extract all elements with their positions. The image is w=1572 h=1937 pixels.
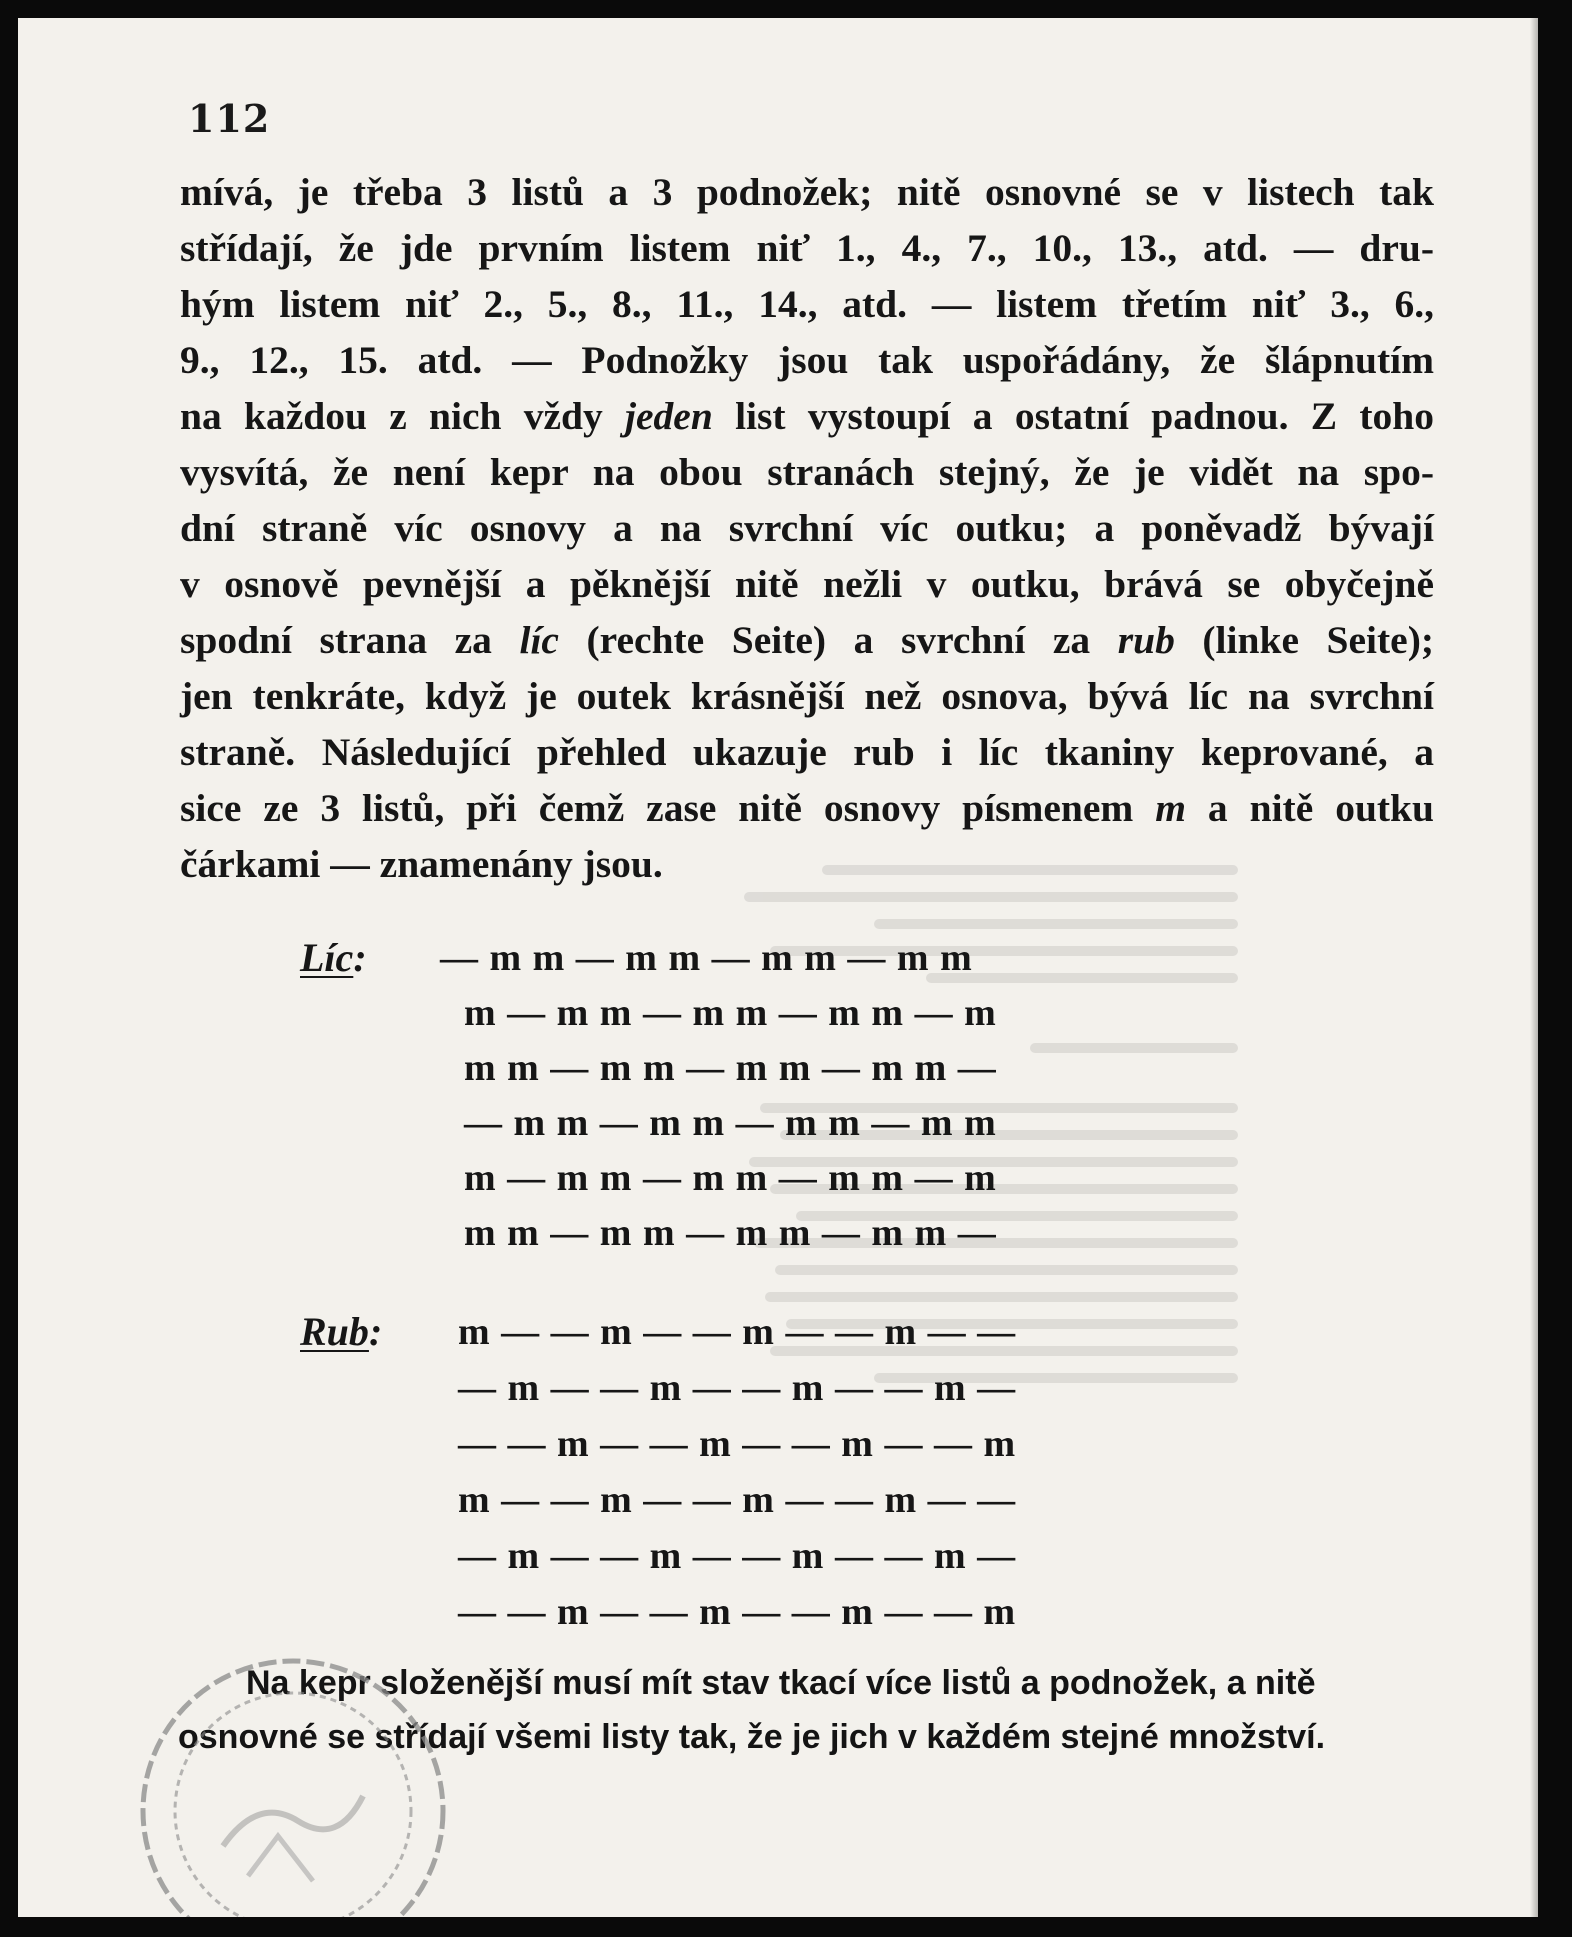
text-line: střídají, že jde prvním listem niť 1., 4., 7., 10., 13., atd. — dru- [180, 226, 1434, 270]
pattern-label-text: Rub [300, 1309, 369, 1354]
text-line: 9., 12., 15. atd. — Podnožky jsou tak uspořádány, že šlápnutím [180, 338, 1434, 382]
italic-word: líc [519, 618, 559, 662]
pattern-label-colon: : [368, 1309, 383, 1354]
book-page [18, 18, 1538, 1917]
italic-word: jeden [625, 394, 713, 438]
pattern-row-rub: — — m — — m — — m — — m [458, 1423, 1017, 1465]
italic-word: m [1155, 786, 1186, 830]
pattern-row-lic: — m m — m m — m m — m m [440, 937, 973, 979]
italic-word: rub [1117, 618, 1175, 662]
pattern-row-lic: m — m m — m m — m m — m [464, 1157, 997, 1199]
text-line: jen tenkráte, když je outek krásnější než osnova, bývá líc na svrchní [180, 674, 1434, 718]
closing-paragraph [178, 1656, 1418, 1764]
text-line: Na kepr složenější musí mít stav tkací více listů a podnožek, a nitě [246, 1664, 1316, 1702]
pattern-row-rub: — m — — m — — m — — m — [458, 1367, 1017, 1409]
pattern-row-lic: m m — m m — m m — m m — [464, 1047, 997, 1089]
pattern-label-colon: : [353, 935, 367, 980]
main-paragraph [180, 164, 1434, 892]
text-line: čárkami — znamenány jsou. [180, 842, 663, 886]
text-line: osnovné se střídají všemi listy tak, že je jich v každém stejné množství. [178, 1718, 1326, 1756]
text-line: mívá, je třeba 3 listů a 3 podnožek; nitě osnovné se v listech tak [180, 170, 1434, 214]
pattern-label-text: Líc [300, 935, 354, 980]
pattern-row-rub: m — — m — — m — — m — — [458, 1311, 1017, 1353]
text-segment: sice ze 3 listů, při čemž zase nitě osnovy písmenem [180, 786, 1156, 830]
text-segment: na každou z nich vždy [180, 394, 626, 438]
text-segment: (rechte Seite) a svrchní za [558, 618, 1118, 662]
pattern-row-rub: — m — — m — — m — — m — [458, 1535, 1017, 1577]
pattern-row-lic: — m m — m m — m m — m m [464, 1102, 997, 1144]
pattern-label-rub [300, 1308, 382, 1355]
text-line: dní straně víc osnovy a na svrchní víc outku; a poněvadž bývají [180, 506, 1434, 550]
pattern-row-rub: m — — m — — m — — m — — [458, 1479, 1017, 1521]
text-line: straně. Následující přehled ukazuje rub i líc tkaniny keprované, a [180, 730, 1434, 774]
text-line: v osnově pevnější a pěknější nitě nežli v outku, brává se obyčejně [180, 562, 1434, 606]
page-edge-shadow [1530, 18, 1538, 1917]
text-line: vysvítá, že není kepr na obou stranách stejný, že je vidět na spo- [180, 450, 1434, 494]
text-line: hým listem niť 2., 5., 8., 11., 14., atd. — listem třetím niť 3., 6., [180, 282, 1434, 326]
page-number: 112 [188, 96, 271, 141]
text-line [180, 780, 1434, 836]
pattern-row-lic: m — m m — m m — m m — m [464, 992, 997, 1034]
text-line [180, 388, 1434, 444]
text-line [180, 612, 1434, 668]
pattern-row-lic: m m — m m — m m — m m — [464, 1212, 997, 1254]
text-segment: (linke Seite); [1174, 618, 1434, 662]
text-segment: a nitě outku [1185, 786, 1434, 830]
text-segment: list vystoupí a ostatní padnou. Z toho [712, 394, 1434, 438]
pattern-label-lic [300, 934, 367, 981]
pattern-row-rub: — — m — — m — — m — — m [458, 1591, 1017, 1633]
text-segment: spodní strana za [180, 618, 520, 662]
